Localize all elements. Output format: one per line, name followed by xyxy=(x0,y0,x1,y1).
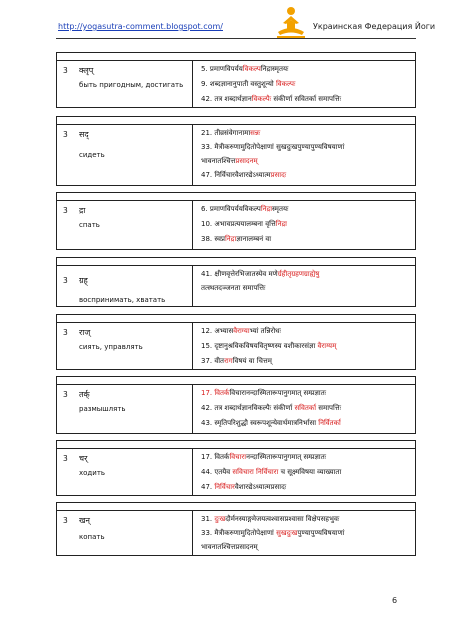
column-divider xyxy=(192,61,193,107)
sutra-line: 33. मैत्रीकरुणामुदितोपेक्षाणां सुखदुःखपुण्यापुण्यविषयाणां xyxy=(201,529,345,537)
blog-link[interactable]: http://yogasutra-comment.blogspot.com/ xyxy=(58,22,223,31)
root-block-klp xyxy=(56,52,416,108)
sutra-line: 37. वीतरागविषयं वा चित्तम् xyxy=(201,357,272,365)
sanskrit-root: क्लृप् xyxy=(79,66,94,75)
root-translation: ходить xyxy=(79,469,106,477)
root-translation: спать xyxy=(79,221,100,229)
block-header-bar xyxy=(57,503,415,511)
sutra-line: 44. एतयैव सविचारा निर्विचारा च सूक्ष्मविषया व्याख्याता xyxy=(201,468,342,476)
page-number: 6 xyxy=(392,596,398,605)
block-header-bar xyxy=(57,315,415,323)
sutra-line: 38. स्वप्ननिद्राज्ञानालम्बनं वा xyxy=(201,235,272,243)
root-block-raj xyxy=(56,314,416,370)
row-number: 3 xyxy=(63,276,68,285)
sutra-line: 41. क्षीणवृत्तेरभिजातस्येव मणेर्ग्रहीतृग्रहणग्राह्येषु xyxy=(201,270,320,278)
root-translation: воспринимать, хватать xyxy=(79,296,166,304)
root-translation: сиять, управлять xyxy=(79,343,143,351)
block-header-bar xyxy=(57,53,415,61)
column-divider xyxy=(192,511,193,555)
sutra-line: 10. अभावप्रत्ययालम्बना वृत्तिनिद्रा xyxy=(201,220,287,228)
root-translation: сидеть xyxy=(79,151,105,159)
root-block-tark xyxy=(56,376,416,434)
row-number: 3 xyxy=(63,328,68,337)
block-header-bar xyxy=(57,441,415,449)
column-divider xyxy=(192,266,193,306)
sutra-line: 47. निर्विचारवैशारद्येऽध्यात्मप्रसादः xyxy=(201,483,287,491)
sutra-line: 43. स्मृतिपरिशुद्धौ स्वरूपशून्येवार्थमात्रनिर्भासा निर्वितर्का xyxy=(201,419,341,427)
yoga-lotus-logo-icon xyxy=(274,6,308,40)
header-divider xyxy=(56,38,416,39)
sutra-line: 6. प्रमाणविपर्ययविकल्पनिद्रास्मृतयः xyxy=(201,205,289,213)
sanskrit-root: तर्क् xyxy=(79,390,90,399)
sutra-line: 17. वितर्कविचारानन्दास्मितारूपानुगमात् सम्प्रज्ञातः xyxy=(201,389,327,397)
root-translation: быть пригодным, достигать xyxy=(79,81,184,89)
row-number: 3 xyxy=(63,454,68,463)
sutra-line: 33. मैत्रीकरुणामुदितोपेक्षाणां सुखदुःखपुण्यापुण्यविषयाणां xyxy=(201,143,345,151)
block-header-bar xyxy=(57,117,415,125)
sanskrit-root: खन् xyxy=(79,516,90,525)
sutra-line: 12. अभ्यासवैराग्याभ्यां तन्निरोधः xyxy=(201,327,281,335)
block-header-bar xyxy=(57,377,415,385)
row-number: 3 xyxy=(63,516,68,525)
organization-name: Украинская Федерация Йоги xyxy=(313,22,436,31)
sutra-line: 15. दृष्टानुश्रविकविषयवितृष्णस्य वशीकारसंज्ञा वैराग्यम् xyxy=(201,342,337,350)
column-divider xyxy=(192,449,193,495)
sutra-line: 31. दुःखदौर्मनस्याङ्गमेजयत्वश्वासप्रश्वासा विक्षेपसहभुवः xyxy=(201,515,340,523)
root-block-char xyxy=(56,440,416,496)
sanskrit-root: चर् xyxy=(79,454,88,463)
sutra-line: 42. तत्र शब्दार्थज्ञानविकल्पैः संकीर्णा सवितर्का समापत्तिः xyxy=(201,95,342,103)
row-number: 3 xyxy=(63,130,68,139)
sutra-line: 21. तीव्रसंवेगानामासन्नः xyxy=(201,129,261,137)
sanskrit-root: द्रा xyxy=(79,206,86,215)
root-translation: копать xyxy=(79,533,105,541)
sutra-line: तत्स्थतदञ्जनता समापत्तिः xyxy=(201,284,266,292)
column-divider xyxy=(192,201,193,249)
page-header xyxy=(0,0,454,52)
sutra-line: 5. प्रमाणविपर्ययविकल्पनिद्रास्मृतयः xyxy=(201,65,289,73)
block-header-bar xyxy=(57,193,415,201)
column-divider xyxy=(192,125,193,185)
root-block-dra xyxy=(56,192,416,250)
row-number: 3 xyxy=(63,390,68,399)
sutra-line: भावनातश्चित्तप्रसादनम् xyxy=(201,543,258,551)
root-translation: размышлять xyxy=(79,405,126,413)
root-block-grah xyxy=(56,257,416,307)
row-number: 3 xyxy=(63,66,68,75)
row-number: 3 xyxy=(63,206,68,215)
block-header-bar xyxy=(57,258,415,266)
sanskrit-root: ग्रह् xyxy=(79,276,88,285)
sutra-line: भावनातश्चित्तप्रसादनम् xyxy=(201,157,258,165)
sutra-line: 47. निर्विचारवैशारद्येऽध्यात्मप्रसादः xyxy=(201,171,287,179)
root-block-sad xyxy=(56,116,416,186)
root-block-khan xyxy=(56,502,416,556)
sutra-line: 42. तत्र शब्दार्थज्ञानविकल्पैः संकीर्णा सवितर्का समापत्तिः xyxy=(201,404,342,412)
column-divider xyxy=(192,323,193,369)
sutra-line: 9. शब्दज्ञानानुपाती वस्तुशून्यो विकल्पः xyxy=(201,80,296,88)
column-divider xyxy=(192,385,193,433)
sanskrit-root: सद् xyxy=(79,130,89,139)
sutra-line: 17. वितर्कविचारानन्दास्मितारूपानुगमात् सम्प्रज्ञातः xyxy=(201,453,327,461)
sanskrit-root: राज् xyxy=(79,328,91,337)
